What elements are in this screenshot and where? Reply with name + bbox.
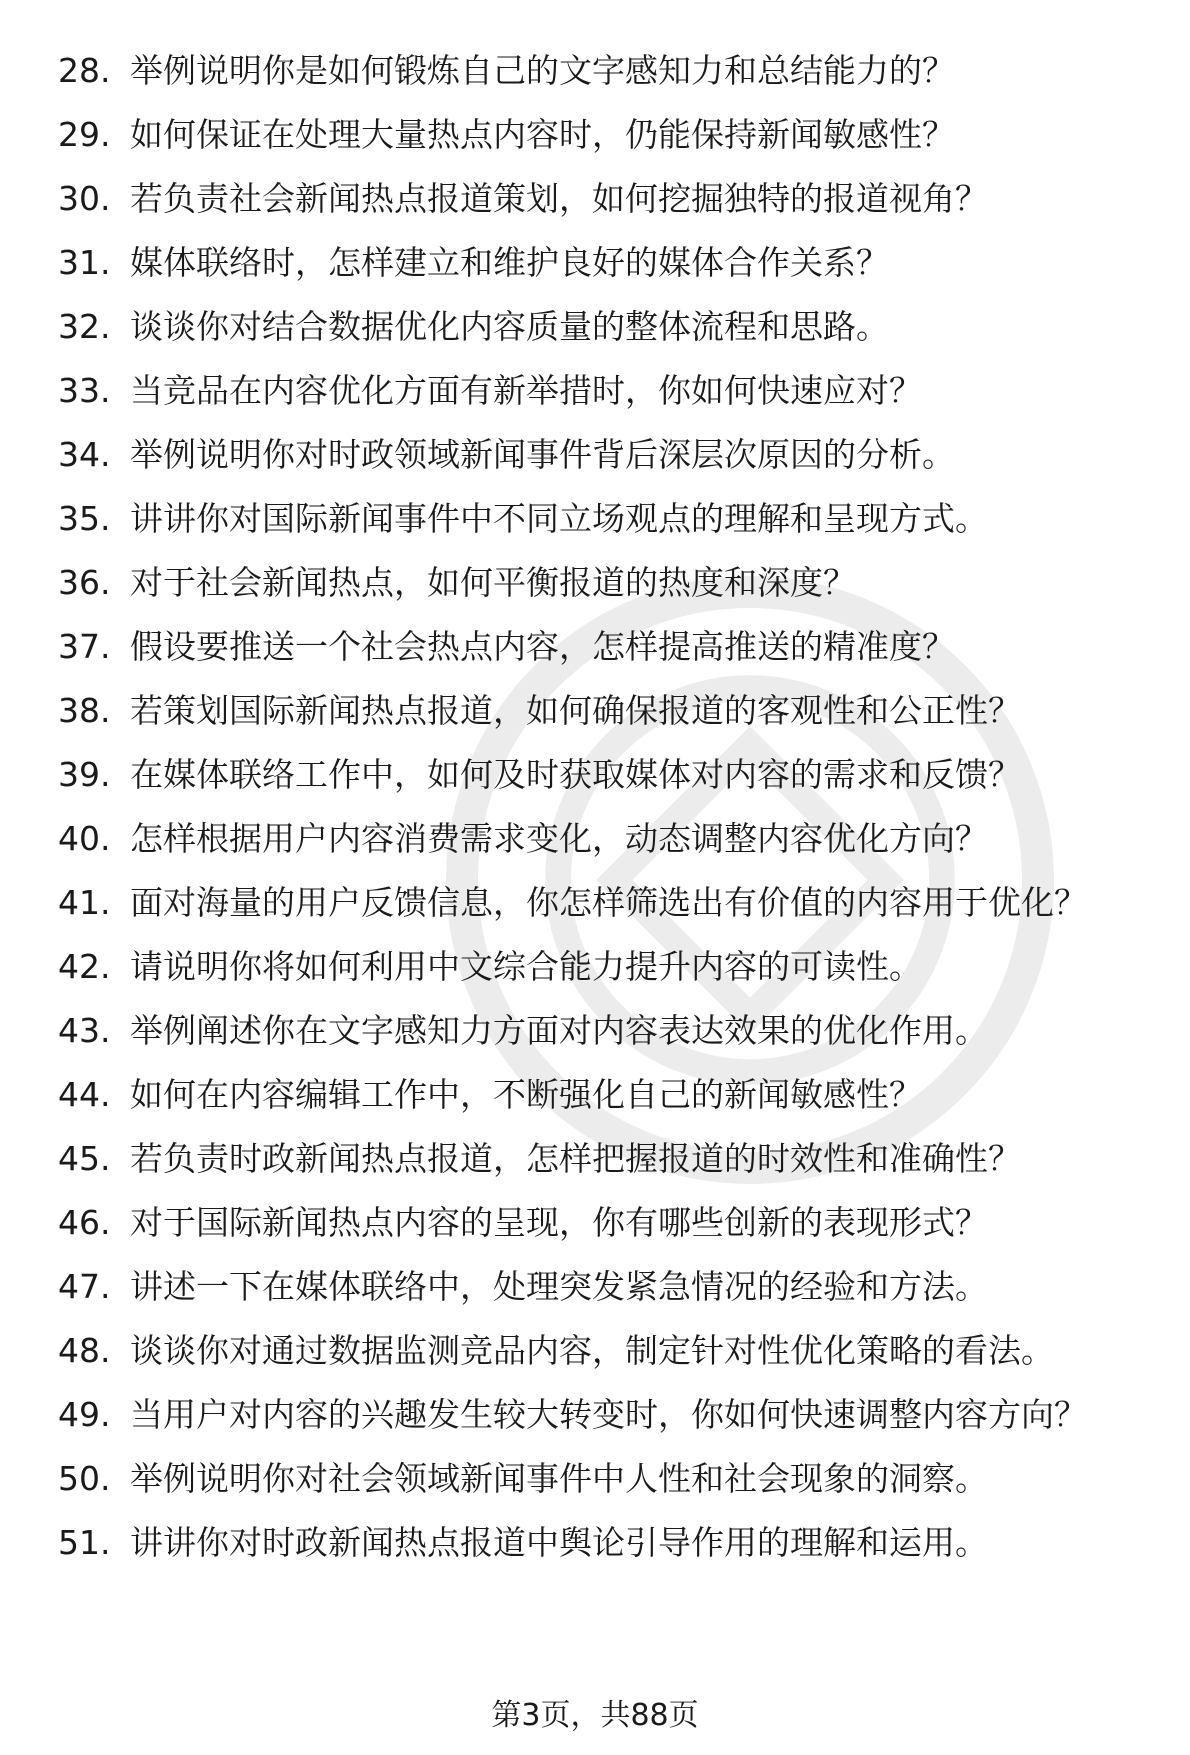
question-item	[58, 1522, 1138, 1564]
question-number: 41.	[58, 883, 111, 922]
question-number: 35.	[58, 499, 111, 538]
question-item	[58, 242, 1138, 284]
question-number: 49.	[58, 1395, 111, 1434]
question-number: 39.	[58, 755, 111, 794]
question-item	[58, 1266, 1138, 1308]
question-text: 举例说明你对时政领域新闻事件背后深层次原因的分析。	[130, 435, 955, 474]
question-number: 31.	[58, 243, 111, 282]
question-number: 37.	[58, 627, 111, 666]
question-number: 32.	[58, 307, 111, 346]
question-number: 40.	[58, 819, 111, 858]
question-number: 29.	[58, 115, 111, 154]
question-item	[58, 498, 1138, 540]
question-number: 43.	[58, 1011, 111, 1050]
question-text: 讲讲你对国际新闻事件中不同立场观点的理解和呈现方式。	[130, 499, 988, 538]
question-number: 38.	[58, 691, 111, 730]
question-item	[58, 562, 1138, 604]
question-item	[58, 946, 1138, 988]
question-text: 讲讲你对时政新闻热点报道中舆论引导作用的理解和运用。	[130, 1523, 988, 1562]
question-item	[58, 690, 1138, 732]
question-text: 在媒体联络工作中，如何及时获取媒体对内容的需求和反馈？	[130, 755, 1021, 794]
question-number: 50.	[58, 1459, 111, 1498]
page-footer	[0, 1697, 1190, 1735]
question-text: 对于社会新闻热点，如何平衡报道的热度和深度？	[130, 563, 856, 602]
question-item	[58, 882, 1138, 924]
question-number: 46.	[58, 1203, 111, 1242]
question-text: 怎样根据用户内容消费需求变化，动态调整内容优化方向？	[130, 819, 988, 858]
question-number: 28.	[58, 51, 111, 90]
question-text: 当用户对内容的兴趣发生较大转变时，你如何快速调整内容方向？	[130, 1395, 1087, 1434]
question-number: 51.	[58, 1523, 111, 1562]
question-number: 30.	[58, 179, 111, 218]
question-item	[58, 1074, 1138, 1116]
question-text: 对于国际新闻热点内容的呈现，你有哪些创新的表现形式？	[130, 1203, 988, 1242]
question-text: 如何在内容编辑工作中，不断强化自己的新闻敏感性？	[130, 1075, 922, 1114]
question-item	[58, 1202, 1138, 1244]
question-text: 若负责时政新闻热点报道，怎样把握报道的时效性和准确性？	[130, 1139, 1021, 1178]
question-item	[58, 1458, 1138, 1500]
question-item	[58, 626, 1138, 668]
question-item	[58, 178, 1138, 220]
question-text: 请说明你将如何利用中文综合能力提升内容的可读性。	[130, 947, 922, 986]
question-number: 48.	[58, 1331, 111, 1370]
question-item	[58, 818, 1138, 860]
question-number: 45.	[58, 1139, 111, 1178]
question-number: 44.	[58, 1075, 111, 1114]
question-text: 谈谈你对通过数据监测竞品内容，制定针对性优化策略的看法。	[130, 1331, 1054, 1370]
question-item	[58, 1010, 1138, 1052]
question-number: 33.	[58, 371, 111, 410]
question-text: 举例说明你是如何锻炼自己的文字感知力和总结能力的？	[130, 51, 955, 90]
question-text: 若策划国际新闻热点报道，如何确保报道的客观性和公正性？	[130, 691, 1021, 730]
question-text: 谈谈你对结合数据优化内容质量的整体流程和思路。	[130, 307, 889, 346]
question-item	[58, 370, 1138, 412]
question-text: 举例说明你对社会领域新闻事件中人性和社会现象的洞察。	[130, 1459, 988, 1498]
question-item	[58, 1330, 1138, 1372]
question-list	[58, 50, 1138, 1586]
question-text: 如何保证在处理大量热点内容时，仍能保持新闻敏感性？	[130, 115, 955, 154]
question-item	[58, 114, 1138, 156]
question-number: 36.	[58, 563, 111, 602]
question-item	[58, 754, 1138, 796]
question-item	[58, 1138, 1138, 1180]
question-number: 42.	[58, 947, 111, 986]
question-number: 47.	[58, 1267, 111, 1306]
question-item	[58, 306, 1138, 348]
question-text: 举例阐述你在文字感知力方面对内容表达效果的优化作用。	[130, 1011, 988, 1050]
question-text: 假设要推送一个社会热点内容，怎样提高推送的精准度？	[130, 627, 955, 666]
question-text: 讲述一下在媒体联络中，处理突发紧急情况的经验和方法。	[130, 1267, 988, 1306]
question-text: 媒体联络时，怎样建立和维护良好的媒体合作关系？	[130, 243, 889, 282]
question-item	[58, 434, 1138, 476]
question-text: 面对海量的用户反馈信息，你怎样筛选出有价值的内容用于优化？	[130, 883, 1087, 922]
question-text: 若负责社会新闻热点报道策划，如何挖掘独特的报道视角？	[130, 179, 988, 218]
question-text: 当竞品在内容优化方面有新举措时，你如何快速应对？	[130, 371, 922, 410]
question-number: 34.	[58, 435, 111, 474]
page-number-label: 第3页，共88页	[491, 1698, 699, 1733]
question-item	[58, 1394, 1138, 1436]
question-item	[58, 50, 1138, 92]
